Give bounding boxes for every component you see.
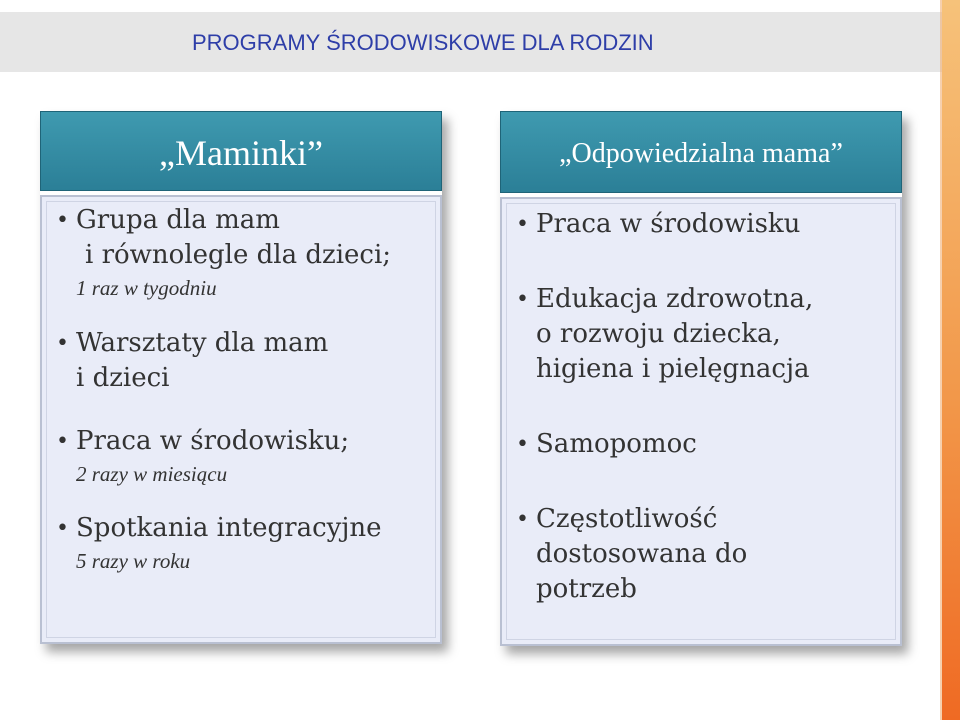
panel-maminki [40, 111, 442, 644]
bullet-icon: • [56, 331, 69, 356]
list-item [56, 326, 432, 396]
panel-odpowiedzialna-mama-header [500, 111, 902, 193]
list-item-text: Spotkania integracyjne [76, 513, 382, 543]
list-item-text: Warsztaty dla mam i dzieci [76, 328, 329, 393]
bullet-icon: • [516, 507, 529, 532]
bullet-icon: • [516, 287, 529, 312]
list-item-frequency: 2 razy w miesiącu [76, 462, 228, 486]
list-item-frequency: 5 razy w roku [76, 549, 191, 573]
bullet-icon: • [516, 432, 529, 457]
list-item [516, 282, 892, 387]
panel-maminki-header [40, 111, 442, 191]
list-item [56, 424, 432, 489]
panel-maminki-list [56, 203, 432, 576]
list-item-text: Edukacja zdrowotna, o rozwoju dziecka, higiena i pielęgnacja [536, 284, 814, 384]
list-item-text: Częstotliwość dostosowana do potrzeb [536, 504, 748, 604]
list-item [516, 207, 892, 242]
list-item-text: Praca w środowisku [536, 209, 801, 239]
panel-maminki-heading: „Maminki” [159, 133, 323, 173]
bullet-icon: • [516, 212, 529, 237]
bullet-icon: • [56, 208, 69, 233]
list-item-frequency: 1 raz w tygodniu [76, 276, 217, 300]
panel-odpowiedzialna-mama [500, 111, 902, 646]
bullet-icon: • [56, 429, 69, 454]
bullet-icon: • [56, 516, 69, 541]
slide-title: PROGRAMY ŚRODOWISKOWE DLA RODZIN [192, 30, 654, 55]
panel-odpowiedzialna-mama-list [516, 207, 892, 607]
list-item [516, 427, 892, 462]
accent-strip [942, 0, 960, 720]
list-item-text: Samopomoc [536, 429, 697, 459]
panel-odpowiedzialna-mama-heading: „Odpowiedzialna mama” [559, 138, 843, 169]
list-item-text: Praca w środowisku; [76, 426, 350, 456]
list-item [56, 203, 432, 303]
list-item [56, 511, 432, 576]
list-item [516, 502, 892, 607]
list-item-text: Grupa dla mam i równolegle dla dzieci; [76, 205, 392, 270]
